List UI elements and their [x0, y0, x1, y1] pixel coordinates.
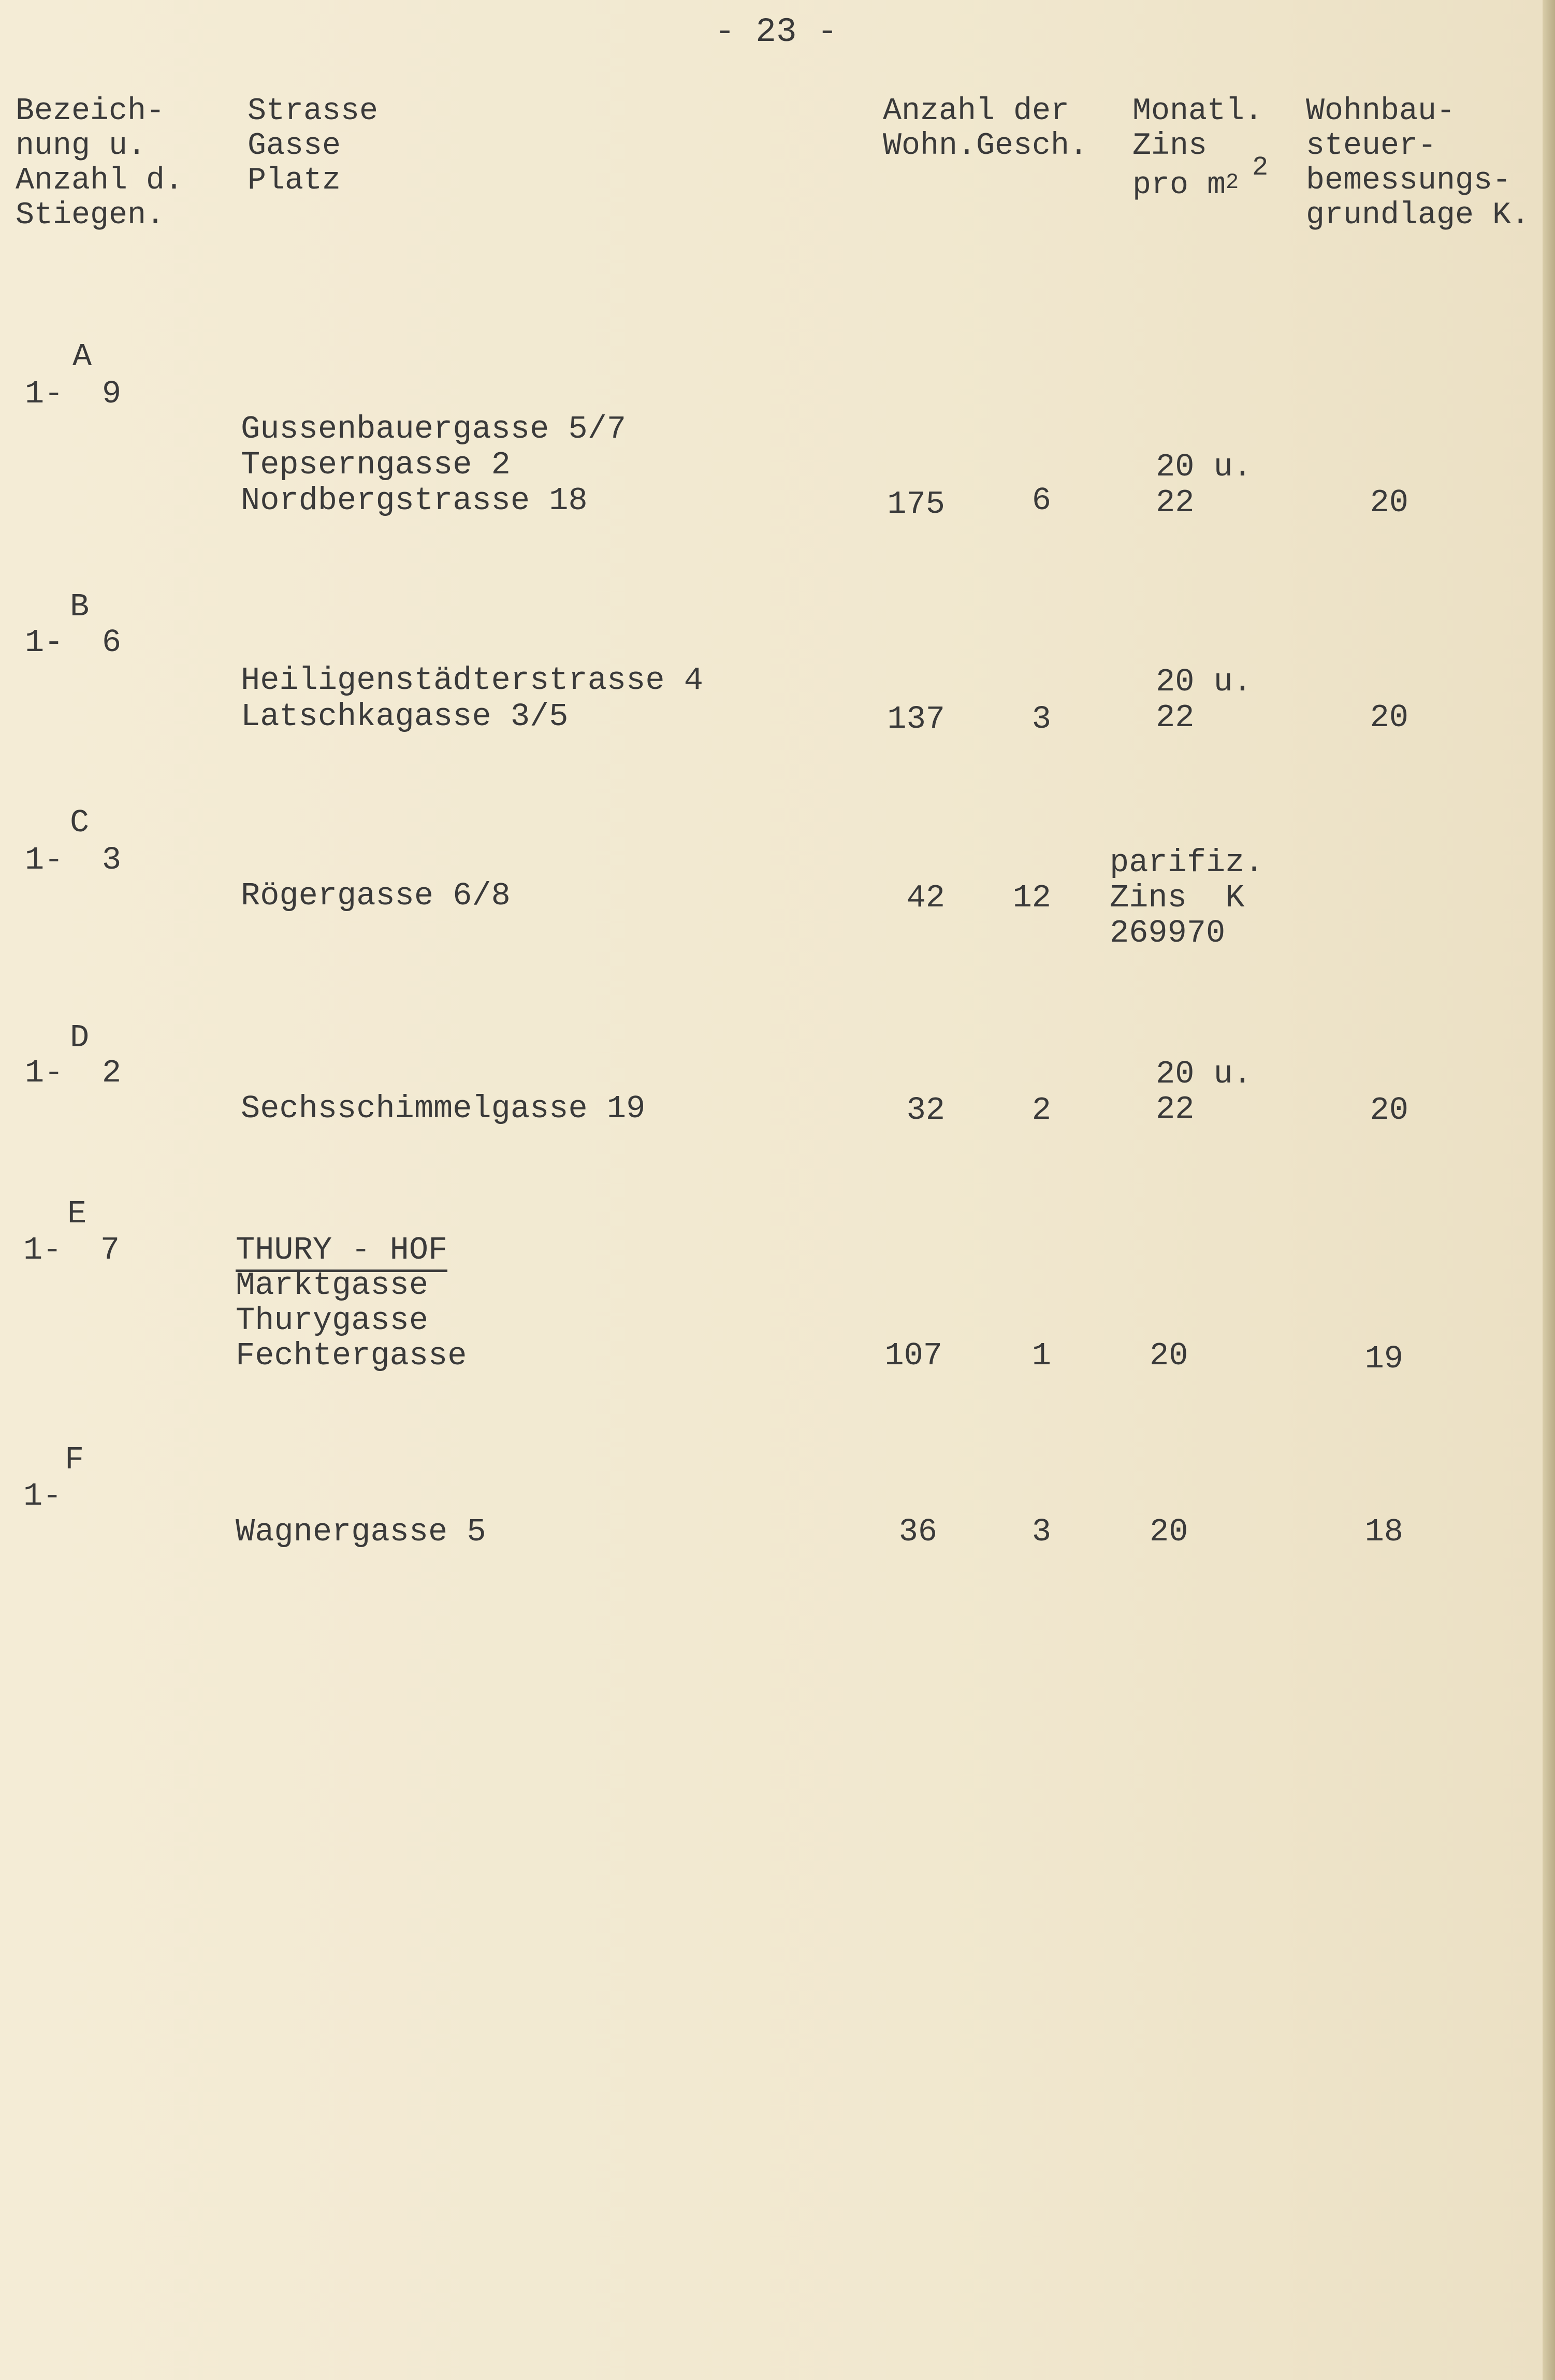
header-line: nung u.	[16, 128, 147, 164]
header-line: Wohn.Gesch.	[883, 128, 1088, 164]
steuer-value: 20	[1370, 484, 1408, 521]
steuer-value: 19	[1364, 1340, 1403, 1377]
street-line: Rögergasse 6/8	[241, 877, 511, 914]
steuer-value: 20	[1370, 1092, 1408, 1129]
row-letter: A	[72, 338, 92, 375]
header-line: Zins	[1132, 128, 1208, 164]
street-heading	[236, 1233, 447, 1268]
steuer-value: 20	[1370, 699, 1408, 736]
header-line: Strasse	[248, 94, 379, 129]
gesch-count: 3	[1031, 701, 1051, 738]
street-line: Thurygasse	[236, 1302, 429, 1339]
header-line: grundlage K.	[1306, 198, 1530, 233]
zins-value: parifiz.	[1110, 844, 1264, 881]
street-line: Heiligenstädterstrasse 4	[241, 662, 703, 699]
header-line	[1132, 168, 1239, 205]
wohn-count: 107	[884, 1337, 942, 1374]
zins-value: 22	[1156, 484, 1195, 521]
header-line: Gasse	[248, 128, 341, 164]
stiegen-range: 1- 6	[25, 624, 122, 661]
header-line: Wohnbau-	[1306, 94, 1456, 129]
stiegen-range: 1- 7	[23, 1232, 120, 1268]
stiegen-range: 1- 3	[25, 842, 122, 878]
header-line: Stiegen.	[16, 198, 165, 233]
street-line: Nordbergstrasse 18	[241, 482, 588, 519]
gesch-count: 12	[1012, 879, 1051, 916]
wohn-count: 175	[887, 486, 945, 523]
row-letter: F	[65, 1441, 84, 1478]
header-line: bemessungs-	[1306, 163, 1512, 198]
gesch-count: 2	[1031, 1092, 1051, 1129]
header-text: pro m	[1132, 168, 1226, 203]
header-line: Anzahl der	[883, 94, 1070, 129]
zins-value: 20 u.	[1156, 1056, 1253, 1092]
zins-value: 20	[1150, 1513, 1188, 1550]
row-letter: E	[67, 1195, 87, 1232]
gesch-count: 3	[1031, 1513, 1051, 1550]
row-letter: C	[70, 804, 90, 841]
wohn-count: 36	[898, 1513, 937, 1550]
zins-value: 22	[1156, 699, 1195, 736]
street-line: Fechtergasse	[236, 1337, 467, 1374]
header-superscript: 2	[1252, 152, 1269, 183]
street-line: Wagnergasse 5	[236, 1513, 486, 1550]
street-line: Latschkagasse 3/5	[241, 698, 569, 735]
page-number: - 23 -	[715, 12, 838, 51]
wohn-count: 42	[906, 879, 945, 916]
header-line: steuer-	[1306, 128, 1437, 164]
zins-value: Zins K	[1110, 879, 1245, 916]
street-line: Tepserngasse 2	[241, 446, 511, 483]
zins-value: 269970	[1110, 915, 1226, 951]
header-line: Platz	[248, 163, 341, 198]
steuer-value: 18	[1364, 1513, 1403, 1550]
row-letter: D	[70, 1019, 90, 1056]
street-line: THURY - HOF	[236, 1232, 447, 1272]
header-line: Anzahl d.	[16, 163, 184, 198]
stiegen-range: 1- 2	[25, 1055, 122, 1091]
gesch-count: 6	[1031, 482, 1051, 519]
superscript: 2	[1226, 170, 1239, 195]
row-letter: B	[70, 588, 90, 625]
header-line: Bezeich-	[16, 94, 165, 129]
zins-value: 20	[1150, 1337, 1188, 1374]
page-edge	[1543, 0, 1555, 2380]
wohn-count: 137	[887, 701, 945, 738]
stiegen-range: 1- 9	[25, 376, 122, 412]
gesch-count: 1	[1031, 1337, 1051, 1374]
wohn-count: 32	[906, 1092, 945, 1129]
zins-value: 22	[1156, 1091, 1195, 1128]
street-line: Gussenbauergasse 5/7	[241, 411, 627, 448]
street-line: Marktgasse	[236, 1267, 429, 1304]
zins-value: 20 u.	[1156, 449, 1253, 485]
street-line: Sechsschimmelgasse 19	[241, 1090, 646, 1127]
header-line: Monatl.	[1132, 94, 1263, 129]
stiegen-range: 1-	[23, 1478, 62, 1514]
zins-value: 20 u.	[1156, 663, 1253, 700]
